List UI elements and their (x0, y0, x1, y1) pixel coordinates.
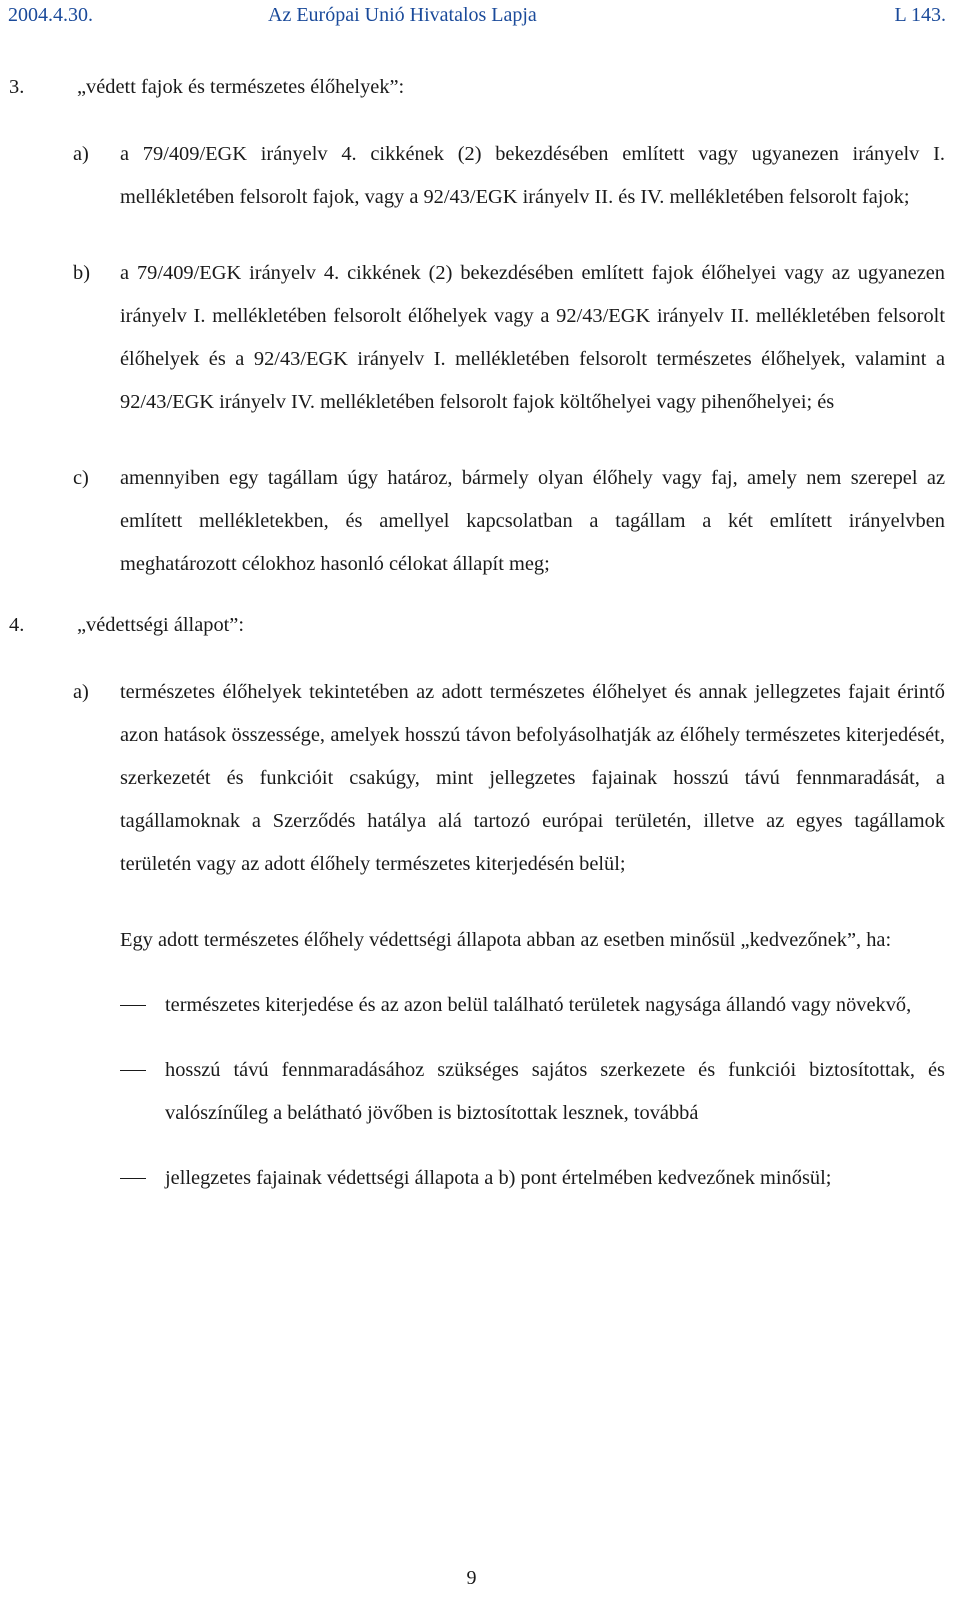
section-number: 4. (9, 614, 25, 636)
section-title: „védettségi állapot”: (77, 614, 245, 636)
page-header (8, 4, 946, 34)
document-body (9, 66, 945, 1200)
item-text: a 79/409/EGK irányelv 4. cikkének (2) bekezdésében említett vagy ugyanezen irányelv I. mellékletében felsorolt fajok, vagy a 92/43/EGK irányelv II. és IV. mellékletében felsorolt fajok; (120, 143, 945, 208)
header-journal-title: Az Európai Unió Hivatalos Lapja (268, 4, 537, 26)
item-label: a) (73, 681, 89, 703)
item-text: amennyiben egy tagállam úgy határoz, bármely olyan élőhely vagy faj, amely nem szerepel az említett mellékletekben, és amellyel kapcsolatban a tagállam a két említett irányelvben meghatározott célokhoz hasonló célokat állapít meg; (120, 467, 945, 575)
item-label: b) (73, 262, 90, 284)
page-number: 9 (466, 1567, 477, 1589)
section-number: 3. (9, 76, 25, 98)
section-4-heading (9, 604, 945, 646)
list-item (9, 457, 945, 586)
item-text: hosszú távú fennmaradásához szükséges sajátos szerkezete és funkciói biztosítottak, és valószínűleg a belátható jövőben is biztosítottak lesznek, továbbá (165, 1059, 945, 1124)
dash-list-item (9, 1049, 945, 1135)
item-label: a) (73, 143, 89, 165)
header-date: 2004.4.30. (8, 4, 93, 26)
item-text: természetes kiterjedése és az azon belül található területek nagysága állandó vagy növekvő, (165, 994, 912, 1016)
header-page-reference: L 143. (894, 4, 946, 26)
item-text: jellegzetes fajainak védettségi állapota a b) pont értelmében kedvezőnek minősül; (165, 1167, 832, 1189)
list-item (9, 133, 945, 219)
item-text: a 79/409/EGK irányelv 4. cikkének (2) bekezdésében említett fajok élőhelyei vagy az ugyanezen irányelv I. mellékletében felsorolt élőhelyek vagy a 92/43/EGK irányelv II. mellékletében felsorolt élőhelyek és a 92/43/EGK irányelv I. mellékletében felsorolt természetes élőhelyek, valamint a 92/43/EGK irányelv IV. mellékletében felsorolt fajok költőhelyei vagy pihenőhelyei; és (120, 262, 945, 413)
list-item (9, 252, 945, 424)
dash-bullet (120, 1178, 146, 1179)
intro-paragraph: Egy adott természetes élőhely védettségi állapota abban az esetben minősül „kedvezőnek”, ha: (120, 929, 892, 951)
item-text: természetes élőhelyek tekintetében az adott természetes élőhelyet és annak jellegzetes fajait érintő azon hatások összessége, amelyek hosszú távon befolyásolhatják az élőhely természetes kiterjedését, szerkezetét és funkcióit csakúgy, mint jellegzetes fajainak hosszú távú fennmaradását, a tagállamoknak a Szerződés hatálya alá tartozó európai területén, illetve az egyes tagállamok területén vagy az adott élőhely természetes kiterjedésén belül; (120, 681, 945, 875)
item-label: c) (73, 467, 89, 489)
dash-list-item (9, 1157, 945, 1200)
section-3-heading (9, 66, 945, 108)
dash-bullet (120, 1005, 146, 1006)
list-item (9, 671, 945, 886)
dash-bullet (120, 1070, 146, 1071)
section-title: „védett fajok és természetes élőhelyek”: (77, 76, 405, 98)
dash-list-item (9, 984, 945, 1027)
